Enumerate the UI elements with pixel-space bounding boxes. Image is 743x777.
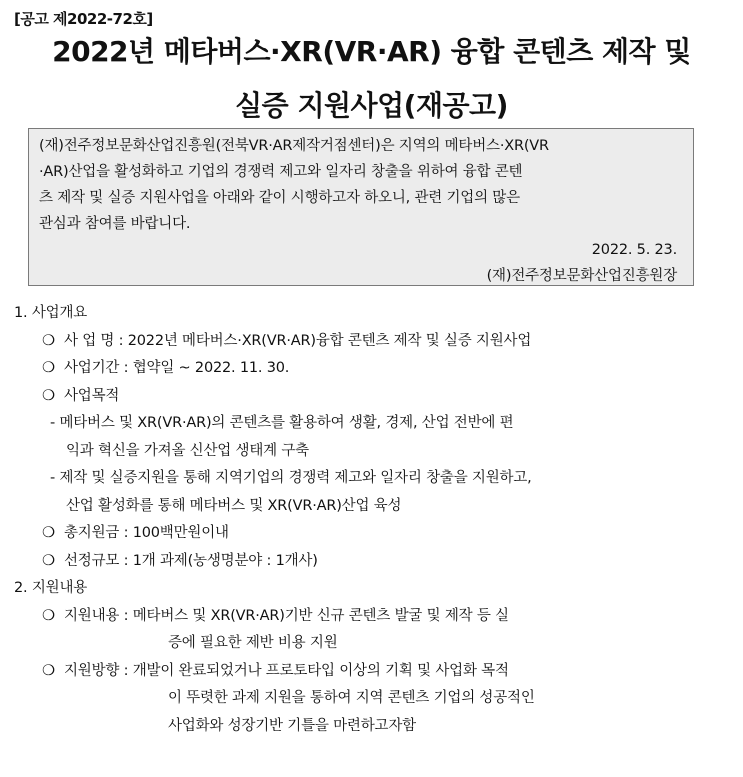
list-item: [42, 328, 531, 356]
intro-issuer: (재)전주정보문화산업진흥원장: [486, 268, 677, 284]
document-title-line2: 실증 지원사업(재공고): [235, 89, 508, 122]
list-item: [42, 603, 509, 631]
circle-bullet-icon: ❍: [42, 360, 55, 376]
intro-line: 관심과 참여를 바랍니다.: [39, 216, 191, 232]
intro-line: ·AR)산업을 활성화하고 기업의 경쟁력 제고와 일자리 창출을 위하여 융합 콘텐: [39, 164, 523, 180]
list-item: [42, 520, 229, 548]
total-budget: 총지원금 : 100백만원이내: [64, 525, 229, 541]
list-item: [42, 658, 509, 686]
circle-bullet-icon: ❍: [42, 332, 55, 349]
circle-bullet-icon: ❍: [42, 387, 55, 404]
support-direction-cont: 이 뚜렷한 과제 지원을 통하여 지역 콘텐츠 기업의 성공적인: [168, 690, 535, 706]
intro-text: [39, 133, 683, 237]
circle-bullet-icon: ❍: [42, 525, 55, 541]
project-name: 사 업 명 : 2022년 메타버스·XR(VR·AR)융합 콘텐츠 제작 및 실증 지원사업: [64, 332, 532, 349]
circle-bullet-icon: ❍: [42, 607, 55, 624]
section-heading: 2. 지원내용: [14, 580, 88, 596]
support-content: 지원내용 : 메타버스 및 XR(VR·AR)기반 신규 콘텐츠 발굴 및 제작 등 실: [64, 607, 509, 624]
list-item: [42, 383, 119, 411]
intro-box: [28, 128, 694, 286]
project-period: 사업기간 : 협약일 ~ 2022. 11. 30.: [64, 360, 290, 376]
support-content-cont: 증에 필요한 제반 비용 지원: [168, 635, 338, 651]
circle-bullet-icon: ❍: [42, 662, 55, 679]
document-title-line1: 2022년 메타버스·XR(VR·AR) 융합 콘텐츠 제작 및: [52, 35, 691, 68]
purpose-item: - 제작 및 실증지원을 통해 지역기업의 경쟁력 제고와 일자리 창출을 지원하고,: [50, 470, 532, 486]
support-direction: 지원방향 : 개발이 완료되었거나 프로토타입 이상의 기획 및 사업화 목적: [64, 662, 509, 679]
intro-line: (재)전주정보문화산업진흥원(전북VR·AR제작거점센터)은 지역의 메타버스·XR(VR: [39, 138, 549, 154]
list-item: [42, 548, 318, 576]
notice-number: [공고 제2022-72호]: [14, 10, 153, 28]
circle-bullet-icon: ❍: [42, 552, 55, 569]
intro-line: 츠 제작 및 실증 지원사업을 아래와 같이 시행하고자 하오니, 관련 기업의 많은: [39, 190, 520, 206]
purpose-item-cont: 산업 활성화를 통해 메타버스 및 XR(VR·AR)산업 육성: [66, 497, 402, 514]
section-heading: 1. 사업개요: [14, 305, 88, 321]
project-purpose: 사업목적: [64, 387, 120, 404]
list-item: [42, 355, 289, 383]
intro-date: 2022. 5. 23.: [591, 242, 677, 258]
support-direction-cont: 사업화와 성장기반 기틀을 마련하고자함: [168, 717, 416, 734]
purpose-item-cont: 익과 혁신을 가져올 신산업 생태계 구축: [66, 442, 309, 459]
purpose-item: - 메타버스 및 XR(VR·AR)의 콘텐츠를 활용하여 생활, 경제, 산업 전반에 편: [50, 415, 514, 431]
selection-scale: 선정규모 : 1개 과제(농생명분야 : 1개사): [64, 552, 318, 569]
